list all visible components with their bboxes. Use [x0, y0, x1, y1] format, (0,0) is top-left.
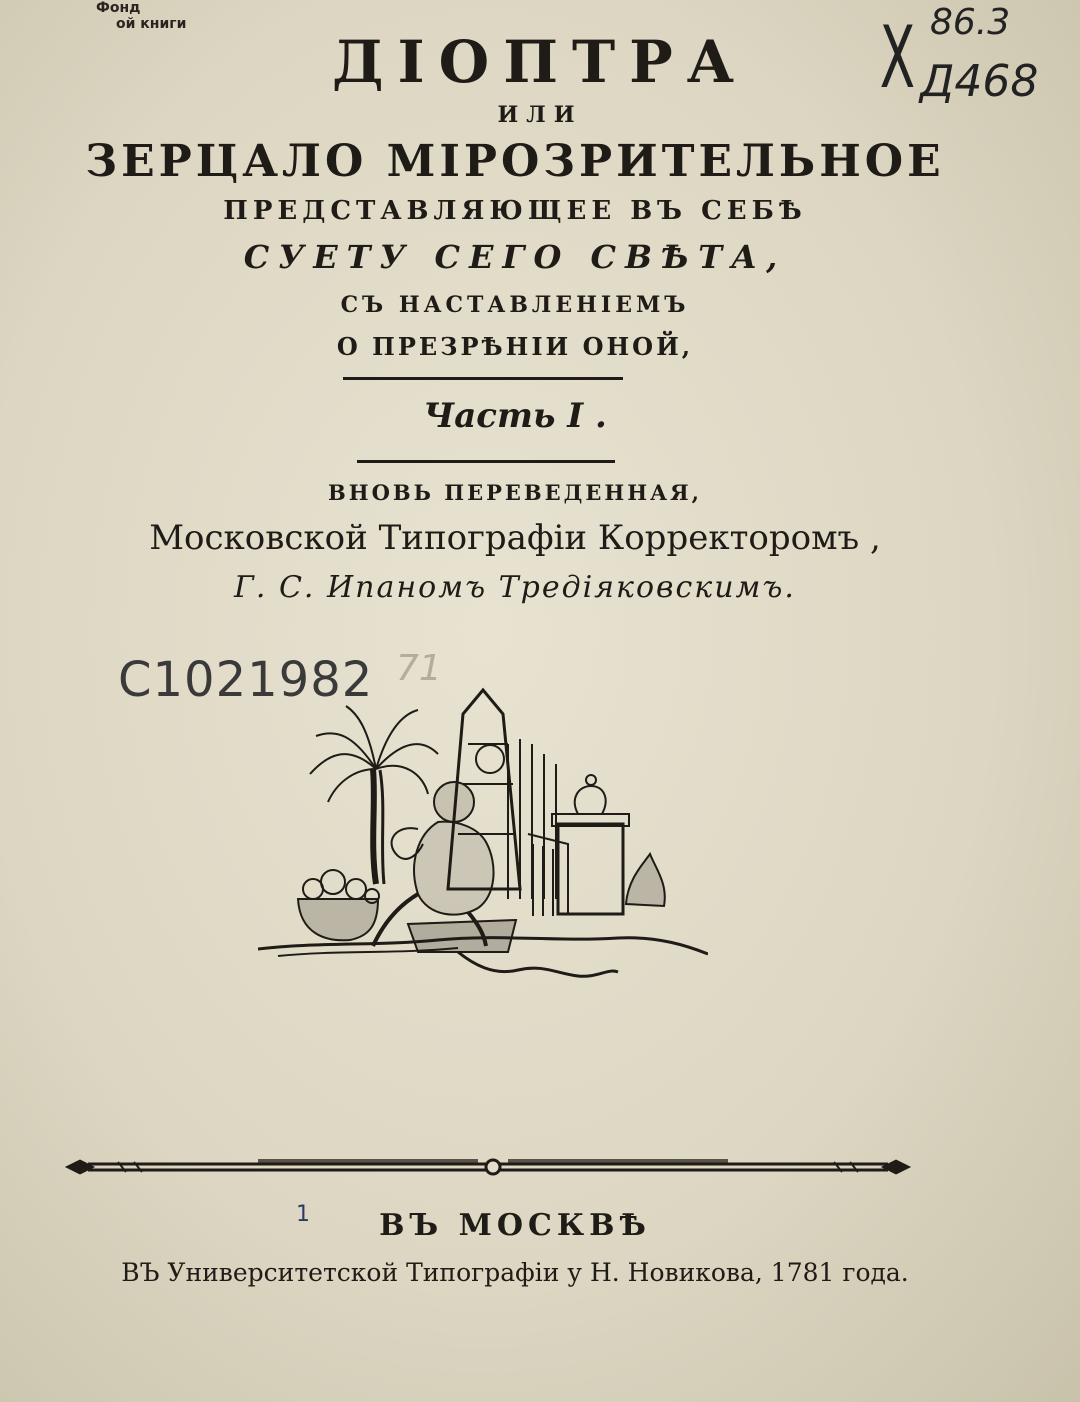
divider-rule-bottom [357, 460, 615, 463]
book-subtitle: ЗЕРЦАЛО МІРОЗРИТЕЛЬНОЕ [85, 136, 945, 187]
pencil-note: 71 [396, 648, 442, 689]
imprint-city: ВЪ МОСКВѢ [379, 1208, 651, 1243]
cherub-vignette-engraving [258, 684, 708, 984]
library-stamp-line2: ой книги [116, 16, 187, 32]
blue-ink-mark: 1 [296, 1202, 310, 1227]
book-title: ДІОПТРА [331, 28, 748, 96]
translation-line-1: ВНОВЬ ПЕРЕВЕДЕННАЯ, [328, 480, 702, 505]
title-line-6: О ПРЕЗРѢНІИ ОНОЙ, [336, 332, 694, 361]
imprint-publisher: ВЪ Университетской Типографіи у Н. Новикова, 1781 года. [121, 1258, 909, 1287]
ornamental-rule [58, 1156, 918, 1178]
part-number: Часть I . [423, 396, 607, 436]
shelfmark-line2: Д468 [920, 56, 1039, 107]
divider-rule-top [343, 377, 623, 380]
title-line-5: СЪ НАСТАВЛЕНІЕМЪ [340, 292, 690, 318]
shelfmark-line1: 86.3 [930, 2, 1011, 43]
translation-line-2: Московской Типографіи Корректоромъ , [149, 518, 881, 558]
title-line-4: СУЕТУ СЕГО СВѢТА, [243, 238, 787, 276]
handwritten-mark: Х [879, 8, 916, 108]
library-stamp-line1: Фонд [96, 0, 141, 16]
translation-line-3: Г. С. Ипаномъ Тредіяковскимъ. [234, 570, 796, 605]
title-connector: ИЛИ [497, 102, 583, 128]
title-line-3: ПРЕДСТАВЛЯЮЩЕЕ ВЪ СЕБѢ [223, 196, 807, 226]
inventory-number: С1021982 [118, 652, 374, 708]
